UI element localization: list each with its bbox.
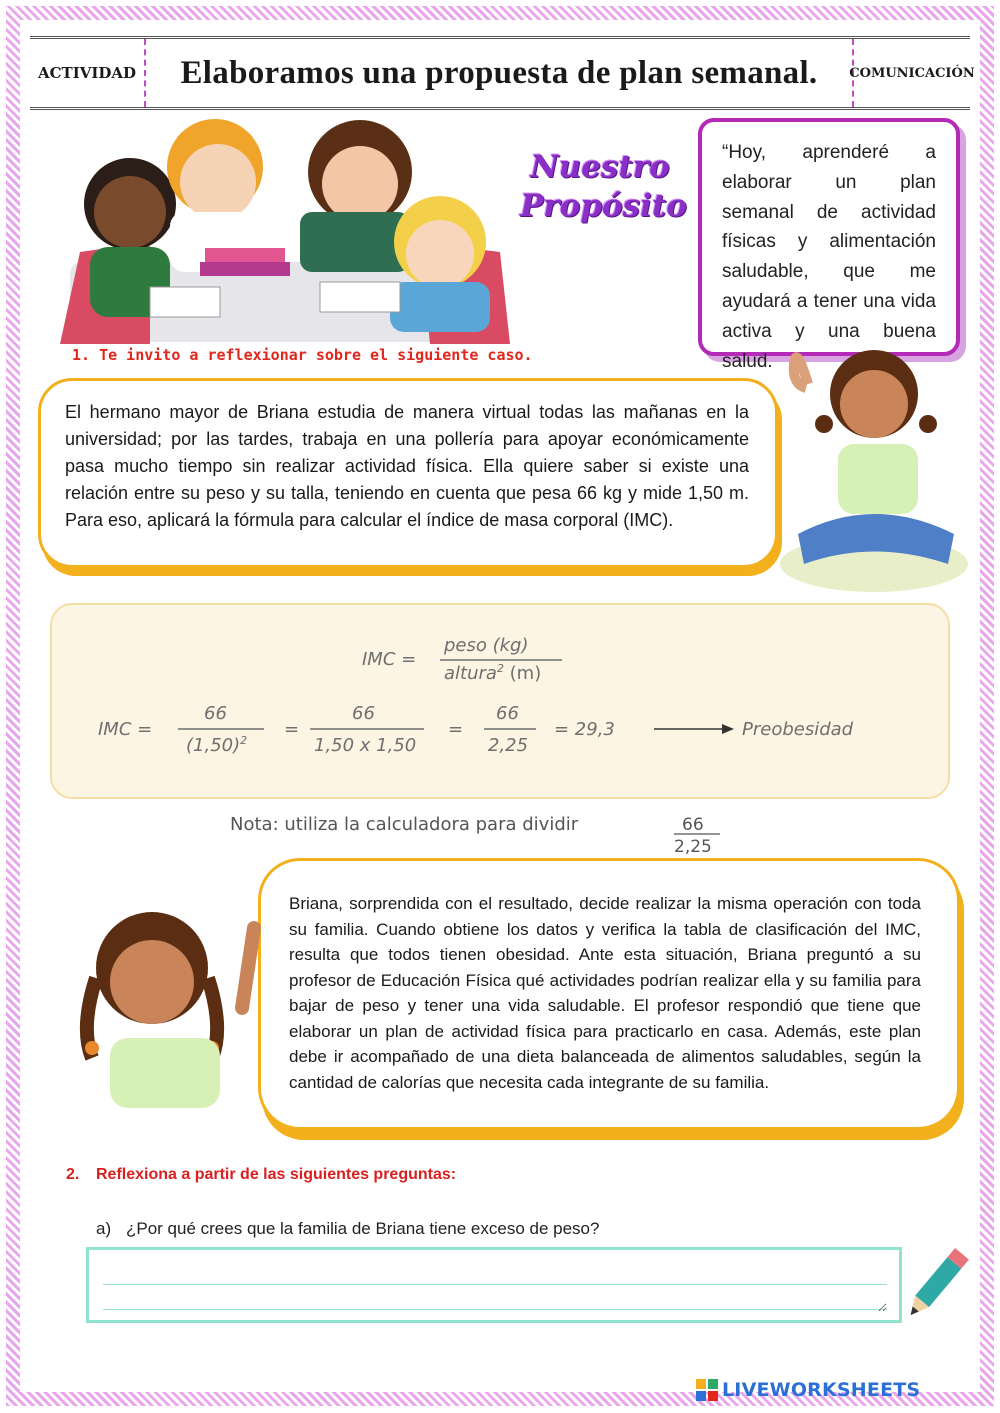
formula-denominator-a: altura bbox=[444, 663, 497, 684]
bmi-formula-box bbox=[50, 603, 950, 799]
purpose-text: “Hoy, aprenderé a elaborar un plan semanal de actividad físicas y alimentación saludable, que me ayudará a tener una vida activa y una buena salud. bbox=[722, 142, 936, 372]
purpose-heading bbox=[520, 148, 687, 226]
frac1-denominator: (1,50) bbox=[186, 735, 241, 756]
frac3-numerator: 66 bbox=[496, 703, 519, 724]
bmi-classification: Preobesidad bbox=[742, 719, 854, 740]
arrow-right-icon bbox=[722, 724, 734, 734]
liveworksheets-icon bbox=[696, 1379, 718, 1401]
step1-instruction: 1. Te invito a reflexionar sobre el siguiente caso. bbox=[72, 346, 533, 364]
case-text: El hermano mayor de Briana estudia de manera virtual todas las mañanas en la universidad; por las tardes, trabaja en una pollería para apoyar económicamente pasa mucho tiempo sin realizar actividad física. Ella quiere saber si existe una relación entre su peso y su talla, teniendo en cuenta que pesa 66 kg y mide 1,50 m. Para eso, aplicará la fórmula para calcular el índice de masa corporal (IMC). bbox=[65, 402, 749, 530]
frac3-denominator: 2,25 bbox=[488, 735, 529, 756]
children-reading-illustration bbox=[60, 112, 510, 344]
header-bar bbox=[30, 36, 975, 110]
activity-label: ACTIVIDAD bbox=[30, 39, 146, 107]
question-a-letter: a) bbox=[96, 1219, 112, 1238]
frac2-denominator: 1,50 x 1,50 bbox=[314, 735, 417, 756]
equals-2: = bbox=[448, 719, 464, 740]
questions-heading-text: Reflexiona a partir de las siguientes preguntas: bbox=[96, 1166, 457, 1183]
answer-a-input[interactable] bbox=[103, 1260, 887, 1312]
svg-text:altura2 (m) bbox=[444, 662, 541, 684]
case-box bbox=[38, 378, 778, 568]
formula-numerator: peso (kg) bbox=[444, 635, 529, 656]
questions-heading bbox=[66, 1166, 456, 1184]
girl-sitting-illustration bbox=[778, 324, 970, 594]
frac1-numerator: 66 bbox=[204, 703, 227, 724]
pencil-icon bbox=[900, 1244, 970, 1328]
purpose-callout bbox=[698, 118, 960, 372]
note-numerator: 66 bbox=[682, 815, 704, 835]
purpose-heading-line1: Nuestro bbox=[530, 149, 670, 185]
question-a bbox=[96, 1219, 599, 1239]
svg-text:(1,50)2 bbox=[186, 734, 247, 756]
formula-imc-label: IMC = bbox=[362, 649, 417, 670]
bmi-result: = 29,3 bbox=[554, 719, 615, 740]
liveworksheets-brand: LIVEWORKSHEETS bbox=[722, 1379, 921, 1401]
formula-denominator-sup: 2 bbox=[496, 662, 504, 675]
page-title: Elaboramos una propuesta de plan semanal. bbox=[146, 39, 854, 107]
note-denominator: 2,25 bbox=[674, 837, 712, 857]
family-case-box bbox=[258, 858, 960, 1130]
answer-a-box bbox=[86, 1247, 902, 1323]
calculator-note bbox=[230, 812, 730, 858]
equals-1: = bbox=[284, 719, 300, 740]
formula-denominator-b: (m) bbox=[503, 663, 542, 684]
question-a-text: ¿Por qué crees que la familia de Briana tiene exceso de peso? bbox=[126, 1219, 600, 1238]
liveworksheets-logo bbox=[696, 1378, 920, 1402]
girl-pointing-illustration bbox=[66, 898, 266, 1108]
subject-label: COMUNICACIÓN bbox=[849, 65, 975, 81]
calc-imc-label: IMC = bbox=[98, 719, 153, 740]
frac2-numerator: 66 bbox=[352, 703, 375, 724]
family-text: Briana, sorprendida con el resultado, decide realizar la misma operación con toda su familia. Cuando obtiene los datos y verifica la tabla de clasificación del IMC, resulta que todos tienen obesidad. Ante esta situación, Briana preguntó a su profesor de Educación Física qué actividades podrían realizar ella y su familia para bajar de peso y tener una vida saludable. El profesor respondió que tiene que elaborar un plan de actividad física para practicarlo en casa. Además, este plan debe ir acompañado de una dieta balanceada de alimentos saludables, según la cantidad de calorías que necesita cada integrante de su familia. bbox=[289, 894, 921, 1092]
purpose-heading-line2: Propósito bbox=[520, 187, 687, 224]
frac1-sup: 2 bbox=[240, 734, 248, 747]
note-text: Nota: utiliza la calculadora para dividir bbox=[230, 814, 579, 835]
questions-number: 2. bbox=[66, 1166, 80, 1183]
bmi-formula-graphic bbox=[52, 605, 952, 801]
